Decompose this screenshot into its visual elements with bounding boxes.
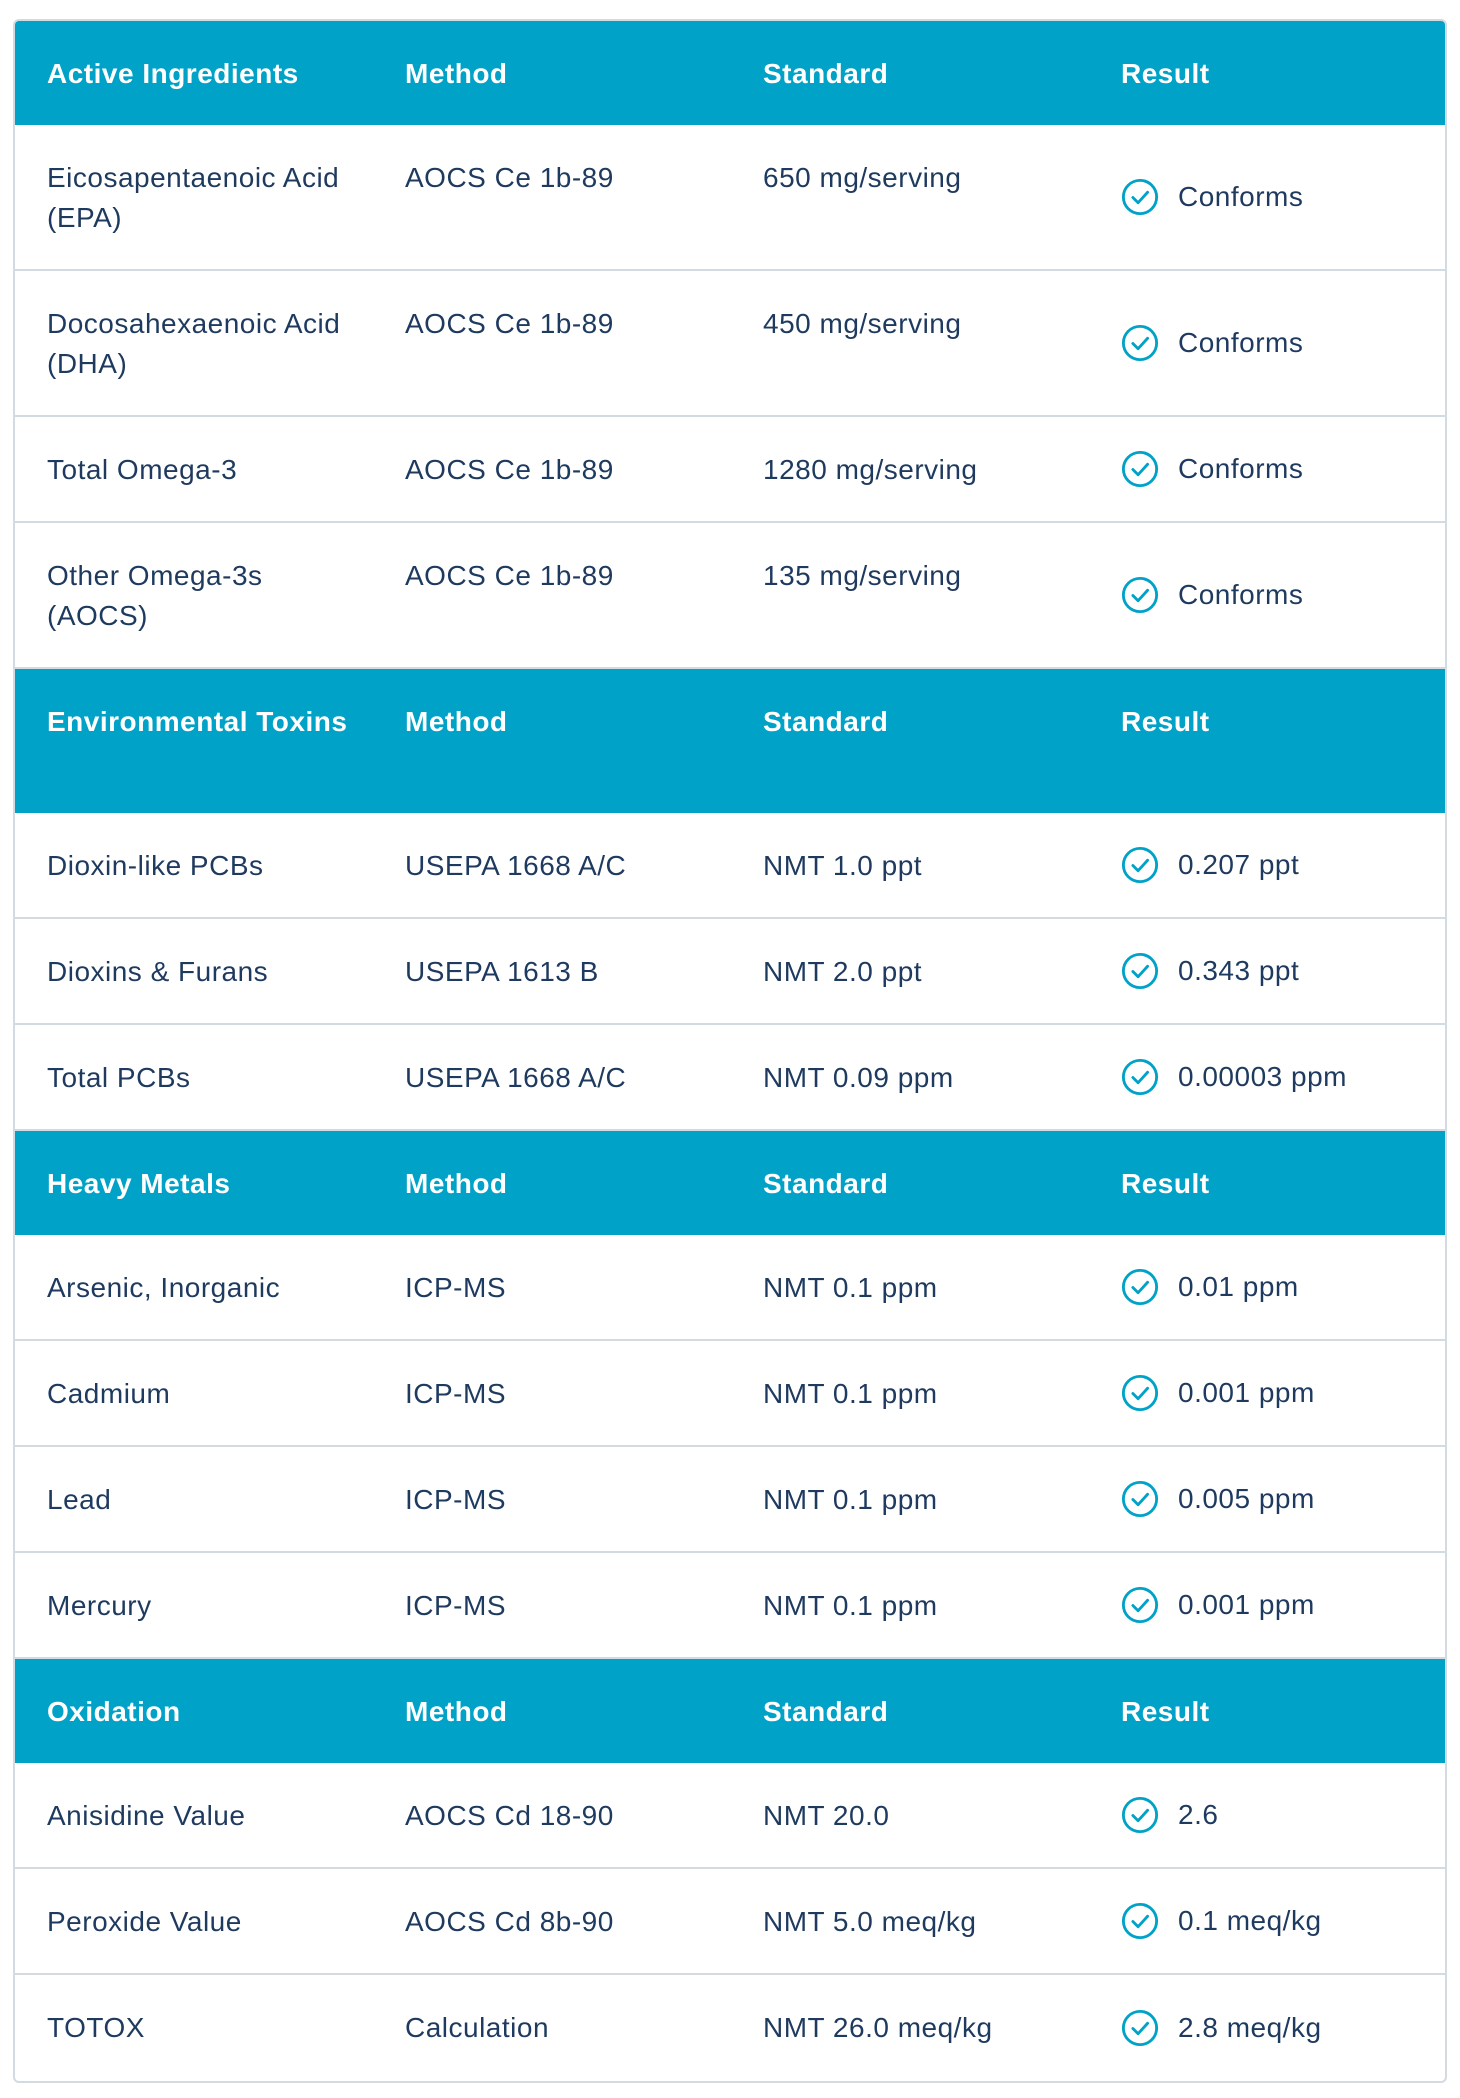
- header-result: Result: [1121, 1168, 1210, 1199]
- header-result: Result: [1121, 58, 1210, 89]
- test-method: ICP-MS: [405, 1484, 506, 1515]
- result-value: 0.343 ppt: [1178, 955, 1300, 986]
- result-value: 2.6: [1178, 1799, 1219, 1830]
- result-cell: [1089, 417, 1445, 521]
- ingredient-name: Dioxin-like PCBs: [47, 850, 264, 881]
- standard-value: NMT 26.0 meq/kg: [763, 2012, 993, 2043]
- table-row: [15, 1341, 1445, 1447]
- section-header-heavy-metals: [15, 1131, 1445, 1235]
- ingredient-name: Anisidine Value: [47, 1800, 246, 1831]
- test-method: USEPA 1613 B: [405, 956, 599, 987]
- header-category: Oxidation: [47, 1696, 181, 1727]
- header-method: Method: [405, 1696, 508, 1727]
- check-circle-icon: [1121, 324, 1159, 362]
- section-header-active-ingredients: [15, 21, 1445, 125]
- header-category: Heavy Metals: [47, 1168, 231, 1199]
- table-row: [15, 813, 1445, 919]
- result-value: Conforms: [1178, 453, 1304, 484]
- table-row: [15, 523, 1445, 669]
- result-cell: [1089, 1025, 1445, 1129]
- result-cell: [1089, 919, 1445, 1023]
- check-circle-icon: [1121, 450, 1159, 488]
- test-method: AOCS Ce 1b-89: [405, 308, 614, 339]
- header-method: Method: [405, 706, 508, 737]
- header-standard: Standard: [763, 1696, 889, 1727]
- header-method: Method: [405, 58, 508, 89]
- result-value: Conforms: [1178, 327, 1304, 358]
- check-circle-icon: [1121, 1058, 1159, 1096]
- header-result: Result: [1121, 706, 1210, 737]
- result-value: 0.001 ppm: [1178, 1589, 1315, 1620]
- header-result: Result: [1121, 1696, 1210, 1727]
- table-row: [15, 417, 1445, 523]
- result-value: 0.001 ppm: [1178, 1377, 1315, 1408]
- ingredient-name: Total Omega-3: [47, 454, 238, 485]
- result-cell: [1089, 1553, 1445, 1657]
- standard-value: 450 mg/serving: [763, 308, 962, 339]
- test-method: AOCS Cd 8b-90: [405, 1906, 614, 1937]
- check-circle-icon: [1121, 178, 1159, 216]
- test-method: ICP-MS: [405, 1378, 506, 1409]
- result-cell: [1089, 1975, 1445, 2081]
- test-method: AOCS Ce 1b-89: [405, 162, 614, 193]
- test-method: Calculation: [405, 2012, 550, 2043]
- test-method: USEPA 1668 A/C: [405, 1062, 627, 1093]
- table-row: [15, 1763, 1445, 1869]
- result-value: 0.1 meq/kg: [1178, 1905, 1322, 1936]
- test-method: AOCS Cd 18-90: [405, 1800, 614, 1831]
- standard-value: NMT 0.1 ppm: [763, 1484, 938, 1515]
- ingredient-name: Eicosapentaenoic Acid (EPA): [47, 162, 340, 233]
- result-value: 0.01 ppm: [1178, 1271, 1299, 1302]
- ingredient-name: Docosahexaenoic Acid (DHA): [47, 308, 341, 379]
- result-value: 2.8 meq/kg: [1178, 2012, 1322, 2043]
- result-value: 0.207 ppt: [1178, 849, 1300, 880]
- result-cell: [1089, 1235, 1445, 1339]
- table-row: [15, 1447, 1445, 1553]
- ingredient-name: Cadmium: [47, 1378, 171, 1409]
- table-row: [15, 1869, 1445, 1975]
- check-circle-icon: [1121, 2009, 1159, 2047]
- result-cell: [1089, 271, 1445, 415]
- standard-value: NMT 2.0 ppt: [763, 956, 923, 987]
- result-value: Conforms: [1178, 181, 1304, 212]
- ingredient-name: Lead: [47, 1484, 112, 1515]
- check-circle-icon: [1121, 1796, 1159, 1834]
- table-row: [15, 125, 1445, 271]
- table-row: [15, 1553, 1445, 1659]
- result-cell: [1089, 1869, 1445, 1973]
- ingredient-name: Arsenic, Inorganic: [47, 1272, 281, 1303]
- header-method: Method: [405, 1168, 508, 1199]
- standard-value: NMT 1.0 ppt: [763, 850, 923, 881]
- result-cell: [1089, 1341, 1445, 1445]
- result-cell: [1089, 1763, 1445, 1867]
- check-circle-icon: [1121, 1374, 1159, 1412]
- test-results-table: [13, 19, 1447, 2083]
- check-circle-icon: [1121, 576, 1159, 614]
- section-header-oxidation: [15, 1659, 1445, 1763]
- result-cell: [1089, 813, 1445, 917]
- header-standard: Standard: [763, 706, 889, 737]
- check-circle-icon: [1121, 1902, 1159, 1940]
- standard-value: 135 mg/serving: [763, 560, 962, 591]
- standard-value: 1280 mg/serving: [763, 454, 978, 485]
- table-row: [15, 1025, 1445, 1131]
- test-method: USEPA 1668 A/C: [405, 850, 627, 881]
- standard-value: NMT 0.1 ppm: [763, 1272, 938, 1303]
- check-circle-icon: [1121, 1480, 1159, 1518]
- header-category: Active Ingredients: [47, 58, 299, 89]
- standard-value: NMT 0.1 ppm: [763, 1378, 938, 1409]
- check-circle-icon: [1121, 1268, 1159, 1306]
- result-value: 0.005 ppm: [1178, 1483, 1315, 1514]
- header-category: Environmental Toxins: [47, 706, 348, 737]
- standard-value: NMT 0.09 ppm: [763, 1062, 954, 1093]
- check-circle-icon: [1121, 952, 1159, 990]
- test-method: ICP-MS: [405, 1272, 506, 1303]
- table-row: [15, 919, 1445, 1025]
- standard-value: NMT 0.1 ppm: [763, 1590, 938, 1621]
- header-standard: Standard: [763, 1168, 889, 1199]
- ingredient-name: Total PCBs: [47, 1062, 191, 1093]
- test-method: AOCS Ce 1b-89: [405, 560, 614, 591]
- standard-value: 650 mg/serving: [763, 162, 962, 193]
- ingredient-name: Mercury: [47, 1590, 152, 1621]
- ingredient-name: Dioxins & Furans: [47, 956, 269, 987]
- table-row: [15, 1235, 1445, 1341]
- result-cell: [1089, 125, 1445, 269]
- section-header-environmental-toxins: [15, 669, 1445, 813]
- result-value: Conforms: [1178, 579, 1304, 610]
- header-standard: Standard: [763, 58, 889, 89]
- result-cell: [1089, 1447, 1445, 1551]
- ingredient-name: TOTOX: [47, 2012, 145, 2043]
- check-circle-icon: [1121, 1586, 1159, 1624]
- ingredient-name: Other Omega-3s (AOCS): [47, 560, 263, 631]
- check-circle-icon: [1121, 846, 1159, 884]
- table-row: [15, 271, 1445, 417]
- test-method: AOCS Ce 1b-89: [405, 454, 614, 485]
- result-cell: [1089, 523, 1445, 667]
- result-value: 0.00003 ppm: [1178, 1061, 1347, 1092]
- standard-value: NMT 20.0: [763, 1800, 890, 1831]
- standard-value: NMT 5.0 meq/kg: [763, 1906, 977, 1937]
- ingredient-name: Peroxide Value: [47, 1906, 242, 1937]
- table-row: [15, 1975, 1445, 2081]
- test-method: ICP-MS: [405, 1590, 506, 1621]
